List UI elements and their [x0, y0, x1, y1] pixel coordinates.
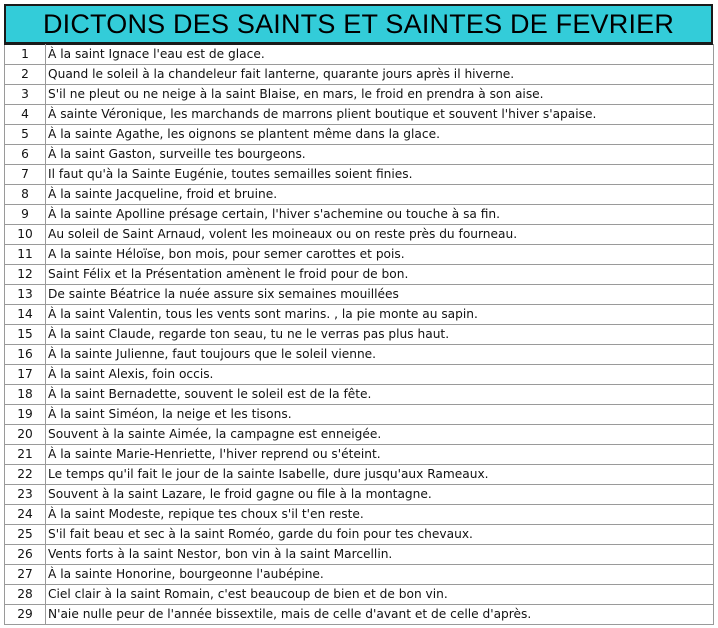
- saying-cell[interactable]: À la saint Siméon, la neige et les tisons.: [46, 405, 714, 425]
- saying-cell[interactable]: Vents forts à la saint Nestor, bon vin à la saint Marcellin.: [46, 545, 714, 565]
- day-number-cell[interactable]: 18: [5, 385, 46, 405]
- sayings-table: [4, 44, 714, 625]
- saying-cell[interactable]: Saint Félix et la Présentation amènent le froid pour de bon.: [46, 265, 714, 285]
- day-number-cell[interactable]: 11: [5, 245, 46, 265]
- table-row: [5, 65, 714, 85]
- day-number-cell[interactable]: 7: [5, 165, 46, 185]
- saying-cell[interactable]: À la saint Modeste, repique tes choux s'il t'en reste.: [46, 505, 714, 525]
- saying-cell[interactable]: À la saint Alexis, foin occis.: [46, 365, 714, 385]
- saying-cell[interactable]: Ciel clair à la saint Romain, c'est beaucoup de bien et de bon vin.: [46, 585, 714, 605]
- day-number-cell[interactable]: 26: [5, 545, 46, 565]
- table-row: [5, 485, 714, 505]
- day-number-cell[interactable]: 8: [5, 185, 46, 205]
- table-row: [5, 405, 714, 425]
- day-number-cell[interactable]: 19: [5, 405, 46, 425]
- saying-cell[interactable]: À la sainte Marie-Henriette, l'hiver reprend ou s'éteint.: [46, 445, 714, 465]
- day-number-cell[interactable]: 22: [5, 465, 46, 485]
- table-row: [5, 505, 714, 525]
- saying-cell[interactable]: Il faut qu'à la Sainte Eugénie, toutes semailles soient finies.: [46, 165, 714, 185]
- saying-cell[interactable]: S'il fait beau et sec à la saint Roméo, garde du foin pour tes chevaux.: [46, 525, 714, 545]
- table-row: [5, 545, 714, 565]
- table-row: [5, 365, 714, 385]
- saying-cell[interactable]: À la sainte Apolline présage certain, l'hiver s'achemine ou touche à sa fin.: [46, 205, 714, 225]
- table-row: [5, 225, 714, 245]
- table-row: [5, 385, 714, 405]
- saying-cell[interactable]: A la sainte Héloïse, bon mois, pour semer carottes et pois.: [46, 245, 714, 265]
- day-number-cell[interactable]: 4: [5, 105, 46, 125]
- day-number-cell[interactable]: 24: [5, 505, 46, 525]
- saying-cell[interactable]: S'il ne pleut ou ne neige à la saint Blaise, en mars, le froid en prendra à son aise.: [46, 85, 714, 105]
- table-row: [5, 325, 714, 345]
- saying-cell[interactable]: À la saint Bernadette, souvent le soleil est de la fête.: [46, 385, 714, 405]
- day-number-cell[interactable]: 29: [5, 605, 46, 625]
- saying-cell[interactable]: À sainte Véronique, les marchands de marrons plient boutique et souvent l'hiver s'apaise.: [46, 105, 714, 125]
- saying-cell[interactable]: Au soleil de Saint Arnaud, volent les moineaux ou on reste près du fourneau.: [46, 225, 714, 245]
- saying-cell[interactable]: À la saint Ignace l'eau est de glace.: [46, 45, 714, 65]
- day-number-cell[interactable]: 17: [5, 365, 46, 385]
- table-row: [5, 425, 714, 445]
- table-row: [5, 45, 714, 65]
- day-number-cell[interactable]: 2: [5, 65, 46, 85]
- saying-cell[interactable]: À la sainte Jacqueline, froid et bruine.: [46, 185, 714, 205]
- table-row: [5, 265, 714, 285]
- day-number-cell[interactable]: 14: [5, 305, 46, 325]
- saying-cell[interactable]: Souvent à la saint Lazare, le froid gagne ou file à la montagne.: [46, 485, 714, 505]
- day-number-cell[interactable]: 9: [5, 205, 46, 225]
- saying-cell[interactable]: N'aie nulle peur de l'année bissextile, mais de celle d'avant et de celle d'après.: [46, 605, 714, 625]
- day-number-cell[interactable]: 5: [5, 125, 46, 145]
- table-row: [5, 185, 714, 205]
- table-row: [5, 605, 714, 625]
- saying-cell[interactable]: À la sainte Honorine, bourgeonne l'aubépine.: [46, 565, 714, 585]
- day-number-cell[interactable]: 6: [5, 145, 46, 165]
- table-row: [5, 345, 714, 365]
- table-row: [5, 465, 714, 485]
- table-row: [5, 305, 714, 325]
- table-row: [5, 525, 714, 545]
- saying-cell[interactable]: Quand le soleil à la chandeleur fait lanterne, quarante jours après il hiverne.: [46, 65, 714, 85]
- table-row: [5, 165, 714, 185]
- saying-cell[interactable]: À la saint Claude, regarde ton seau, tu ne le verras pas plus haut.: [46, 325, 714, 345]
- sayings-table-body: [5, 45, 714, 625]
- day-number-cell[interactable]: 13: [5, 285, 46, 305]
- table-row: [5, 85, 714, 105]
- saying-cell[interactable]: Souvent à la sainte Aimée, la campagne est enneigée.: [46, 425, 714, 445]
- day-number-cell[interactable]: 15: [5, 325, 46, 345]
- day-number-cell[interactable]: 1: [5, 45, 46, 65]
- day-number-cell[interactable]: 25: [5, 525, 46, 545]
- day-number-cell[interactable]: 3: [5, 85, 46, 105]
- table-row: [5, 285, 714, 305]
- day-number-cell[interactable]: 21: [5, 445, 46, 465]
- day-number-cell[interactable]: 10: [5, 225, 46, 245]
- saying-cell[interactable]: À la sainte Julienne, faut toujours que le soleil vienne.: [46, 345, 714, 365]
- saying-cell[interactable]: À la saint Gaston, surveille tes bourgeons.: [46, 145, 714, 165]
- table-row: [5, 205, 714, 225]
- saying-cell[interactable]: À la saint Valentin, tous les vents sont marins. , la pie monte au sapin.: [46, 305, 714, 325]
- table-row: [5, 445, 714, 465]
- table-row: [5, 245, 714, 265]
- day-number-cell[interactable]: 28: [5, 585, 46, 605]
- table-row: [5, 125, 714, 145]
- day-number-cell[interactable]: 27: [5, 565, 46, 585]
- table-row: [5, 145, 714, 165]
- saying-cell[interactable]: De sainte Béatrice la nuée assure six semaines mouillées: [46, 285, 714, 305]
- table-row: [5, 105, 714, 125]
- day-number-cell[interactable]: 16: [5, 345, 46, 365]
- saying-cell[interactable]: À la sainte Agathe, les oignons se plantent même dans la glace.: [46, 125, 714, 145]
- table-row: [5, 585, 714, 605]
- table-row: [5, 565, 714, 585]
- day-number-cell[interactable]: 20: [5, 425, 46, 445]
- day-number-cell[interactable]: 23: [5, 485, 46, 505]
- page-title: DICTONS DES SAINTS ET SAINTES DE FEVRIER: [42, 8, 675, 39]
- title-cell[interactable]: [4, 4, 713, 44]
- saying-cell[interactable]: Le temps qu'il fait le jour de la sainte Isabelle, dure jusqu'aux Rameaux.: [46, 465, 714, 485]
- day-number-cell[interactable]: 12: [5, 265, 46, 285]
